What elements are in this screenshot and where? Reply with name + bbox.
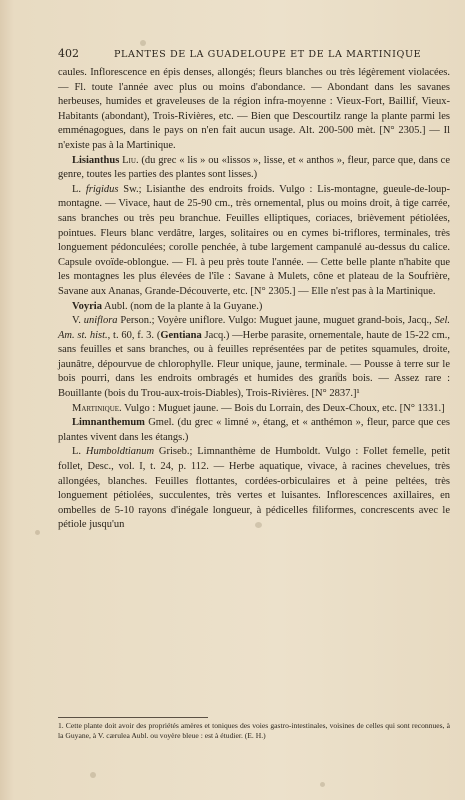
text-run: (du grec « lis » ou «lissos », lisse, et « anthos », fleur, parce que, dans ce genre, toutes les parties des plantes sont lisses.) [58,154,450,181]
text-run: Gentiana [160,329,202,341]
text-run: uniflora [83,315,118,327]
text-run: Limnanthemum [72,417,145,429]
foxing-spot [255,522,262,528]
foxing-spot [35,530,40,535]
text-run: Vulgo : Muguet jaune. — Bois du Lorrain, des Deux-Choux, etc. [N° 1331.] [121,402,445,414]
text-run: Aubl. (nom de la plante à la Guyane.) [101,300,263,312]
species-voyria-uniflora [58,314,450,402]
text-run: Sel. Am. st. hist. [58,315,451,341]
text-run: L. [72,183,86,195]
page-body-text [58,66,450,533]
text-run: frigidus [85,183,119,195]
species-lisianthus-frigidus [58,183,450,300]
text-run: Voyria [72,300,102,312]
text-run: Sw.; Lisianthe des endroits froids. Vulgo : Lis-montagne, gueule-de-loup-montagne. — Vivace, haut de 25-90 cm., très ornemental, plus ou moins droit, à tige carrée, sans branches ou très peu branchue. Feuilles elliptiques, coriaces, brièvement pétiolées, pointues. Fleurs blanc verdâtre, larges, solitaires ou en cymes bi-triflores, terminales, très longuement pédonculées; corolle penchée, à tube largement campanulé au-dessus du calice. Capsule ovoïde-oblongue. — Fl. à peu près toute l'année. — Cette belle plante n'habite que les montagnes les plus élevées de l'île : Savane à Mulets, cône et plateau de la Soufrière, Savane aux Ananas, Grande-Découverte, etc. [N° 2305.] — Elle n'est pas à la Martinique. [58,183,450,297]
text-run: caules. Inflorescence en épis denses, allongés; fleurs blanches ou très légèrement violacées. — Fl. toute l'année avec plus ou moins d'abondance. — Abondant dans les savanes herbeuses, humides et graveleuses de la région infra-moyenne : Vieux-Fort, Baillif, Vieux-Habitants (abondant), Trois-Rivières, etc. — Bien que Descourtilz range la plante parmi les emménagogues, dans le pays on n'en fait aucun usage. Alt. 200-500 mèt. [N° 2305.] — Il n'existe pas à la Martinique. [58,67,450,151]
foxing-spot [90,772,96,778]
footnote-divider [58,717,208,718]
paragraph-continuation [58,66,450,154]
text-run: Griseb.; Limnanthème de Humboldt. Vulgo : Follet femelle, petit follet, Desc., vol. I, t. 24, p. 112. — Herbe aquatique, vivace, à racines chevelues, très allongées, blanches. Feuilles flottantes, cordées-orbiculaires et à peine peltées, très longuement pétiolées, succulentes, très vertes et luisantes. Inflorescences axillaires, en ombelles de 5-10 rayons d'inégale longueur, à pédicelles filiformes, concrescents avec le pétiole jusqu'un [58,446,450,531]
species-limnanthemum-humboldtianum [58,445,450,533]
text-run: Martinique. [72,402,122,414]
genus-voyria [58,300,450,315]
running-title: PLANTES DE LA GUADELOUPE ET DE LA MARTINIQUE [114,49,422,60]
text-run: Humboldtianum [85,446,155,458]
text-run: Liu. [122,154,139,166]
genus-lisianthus [58,154,450,183]
text-run: Gmel. (du grec « limné », étang, et « anthémon », fleur, parce que ces plantes vivent dans les étangs.) [58,417,450,443]
text-run: L. [72,446,86,458]
text-run: Jacq.) —Herbe parasite, ornementale, haute de 15-22 cm., sans feuilles et sans branches, ou à feuilles représentées par de petites squamules, droite, jaunâtre, dépourvue de chlorophylle. Fleur unique, jaune, terminale. — Pousse à terre sur le bois pourri, dans les endroits ombragés et humides des grands bois. — Assez rare : Bouillante (bois du Trou-aux-trois-Diables), Trois-Rivières. [N° 2837.]¹ [58,329,450,400]
foxing-spot [320,782,325,787]
footnote: 1. Cette plante doit avoir des propriétés amères et toniques des voies gastro-intestinales, voisines de celles qui sont reconnues, à la Guyane, à V. cærulea Aubl. ou voyère bleue : est à étudier. (E. H.) [58,721,450,740]
foxing-spot [140,40,146,46]
page-number: 402 [58,47,79,60]
genus-limnanthemum [58,416,450,445]
text-run: Person.; Voyère uniflore. Vulgo: Muguet jaune, muguet grand-bois, Jacq., [117,315,435,327]
martinique-note [58,402,450,417]
foxing-spot [335,372,340,377]
text-run: Lisianthus [72,154,120,166]
text-run: , t. 60, f. 3. ( [107,329,161,341]
text-run: V. [72,315,84,327]
